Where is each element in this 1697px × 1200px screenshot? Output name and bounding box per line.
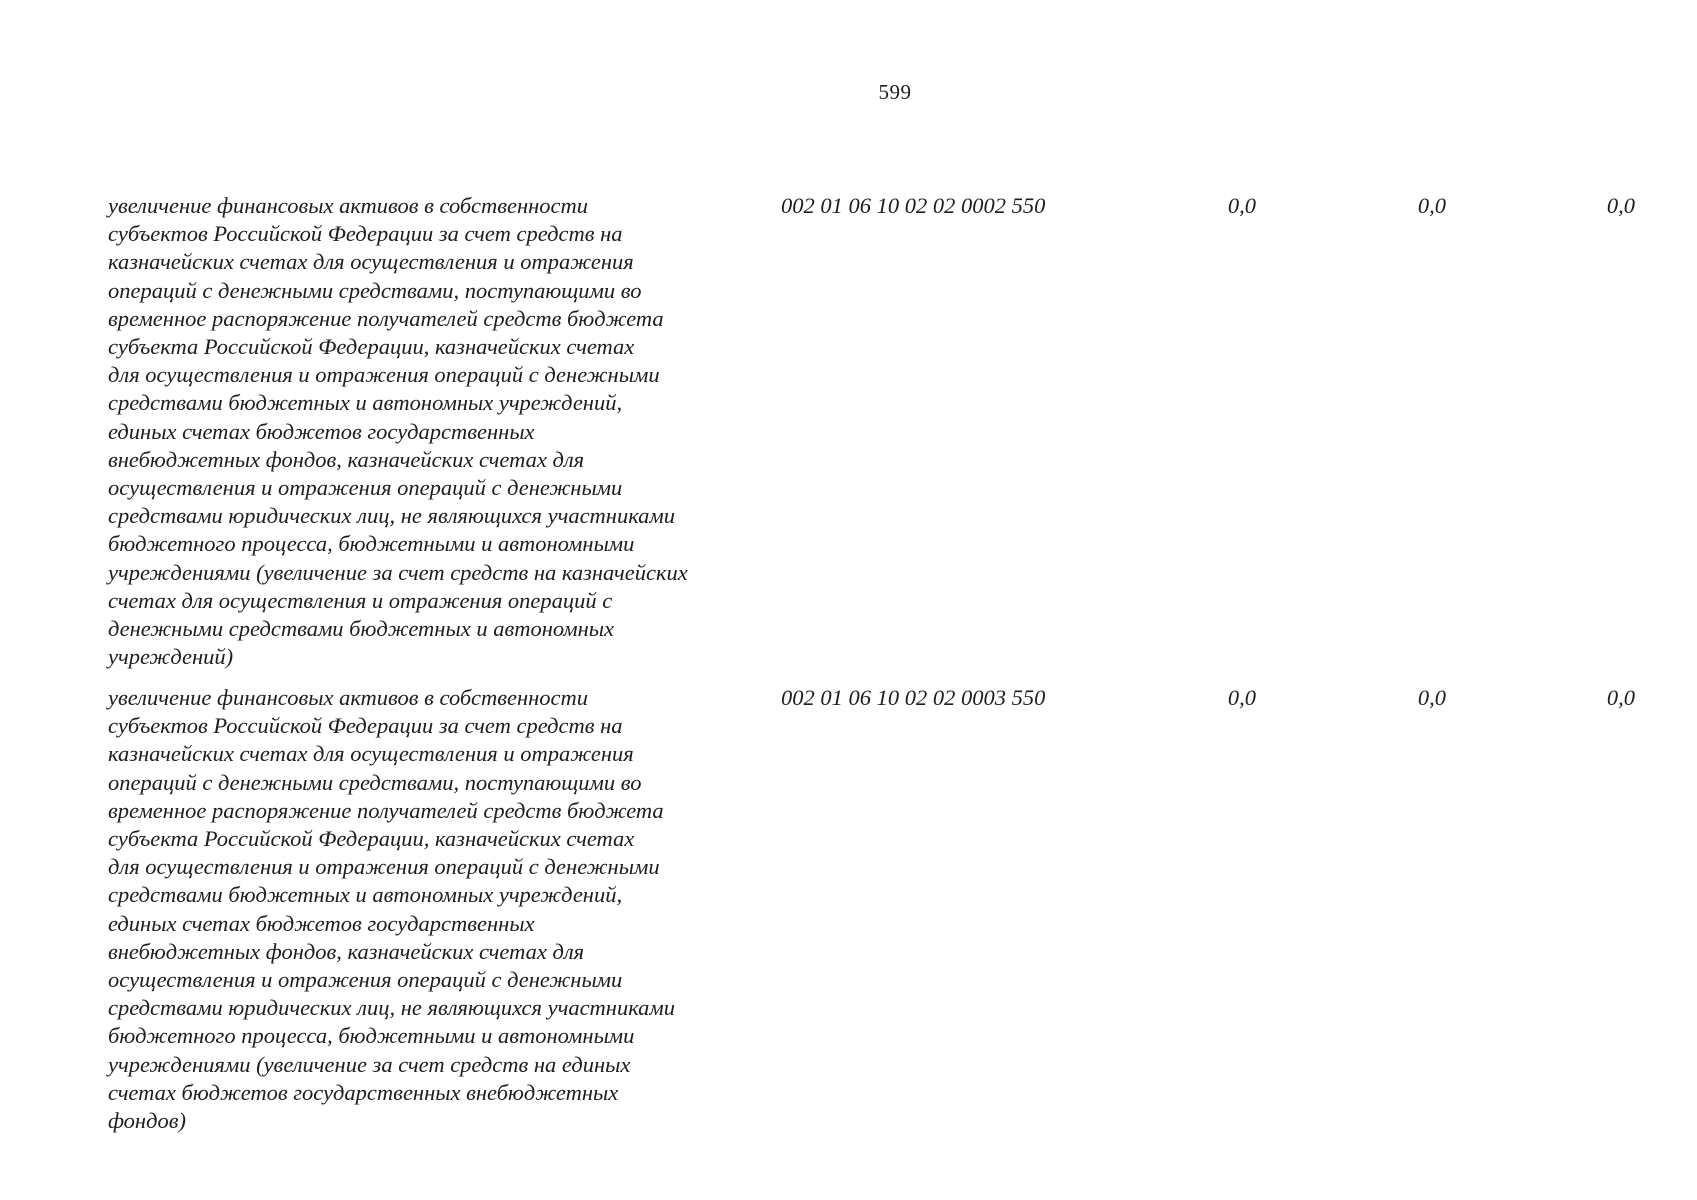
row-code: 002 01 06 10 02 02 0002 550: [781, 193, 1046, 218]
row-value-2: 0,0: [1417, 685, 1446, 710]
row-code: 002 01 06 10 02 02 0003 550: [781, 685, 1046, 710]
row-value-2: 0,0: [1417, 193, 1446, 218]
row-description: увеличение финансовых активов в собственности субъектов Российской Федерации за счет средств на казначейских счетах для осуществления и отражения операций с денежными средствами, поступающими во временное распоряжение получателей средств бюджета субъекта Российской Федерации, казначейских счетах для осуществления и отражения операций с денежными средствами бюджетных и автономных учреждений, единых счетах бюджетов государственных внебюджетных фондов, казначейских счетах для осуществления и отражения операций с денежными средствами юридических лиц, не являющихся участниками бюджетного процесса, бюджетными и автономными учреждениями (увеличение за счет средств на единых счетах бюджетов государственных внебюджетных фондов): [108, 685, 676, 1134]
row-value-1: 0,0: [1227, 193, 1256, 218]
row-value-1: 0,0: [1227, 685, 1256, 710]
row-value-3: 0,0: [1606, 685, 1635, 710]
row-value-3: 0,0: [1606, 193, 1635, 218]
row-description: увеличение финансовых активов в собственности субъектов Российской Федерации за счет средств на казначейских счетах для осуществления и отражения операций с денежными средствами, поступающими во временное распоряжение получателей средств бюджета субъекта Российской Федерации, казначейских счетах для осуществления и отражения операций с денежными средствами бюджетных и автономных учреждений, единых счетах бюджетов государственных внебюджетных фондов, казначейских счетах для осуществления и отражения операций с денежными средствами юридических лиц, не являющихся участниками бюджетного процесса, бюджетными и автономными учреждениями (увеличение за счет средств на казначейских счетах для осуществления и отражения операций с денежными средствами бюджетных и автономных учреждений): [108, 193, 688, 670]
page-number: 599: [878, 80, 912, 104]
